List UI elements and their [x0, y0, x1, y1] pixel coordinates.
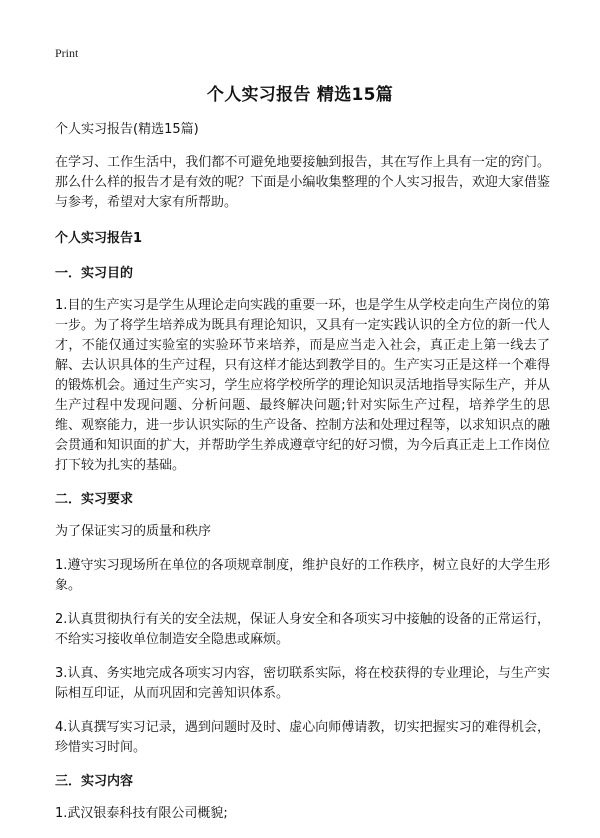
- requirements-lead: 为了保证实习的质量和秩序: [55, 524, 212, 539]
- content-item: 1.武汉银泰科技有限公司概貌;: [55, 806, 228, 821]
- requirement-item: 3.认真、务实地完成各项实习内容，密切联系实际，将在校获得的专业理论，与生产实际相互印证，从而巩固和完善知识体系。: [55, 666, 550, 701]
- document-subtitle: 个人实习报告(精选15篇): [55, 122, 199, 137]
- report-heading: 个人实习报告1: [55, 231, 143, 246]
- page-title: 个人实习报告 精选15篇: [206, 85, 394, 105]
- section-heading-purpose: 一．实习目的: [55, 266, 134, 281]
- print-link[interactable]: Print: [55, 46, 79, 60]
- document-body: [55, 120, 550, 838]
- requirement-item: 4.认真撰写实习记录，遇到问题时及时、虚心向师傅请教，切实把握实习的难得机会，珍惜实习时间。: [55, 720, 550, 755]
- section-heading-requirements: 二．实习要求: [55, 492, 134, 507]
- requirement-item: 1.遵守实习现场所在单位的各项规章制度，维护良好的工作秩序，树立良好的大学生形象。: [55, 558, 550, 593]
- section-heading-content: 三．实习内容: [55, 774, 134, 789]
- purpose-paragraph: 1.目的生产实习是学生从理论走向实践的重要一环，也是学生从学校走向生产岗位的第一步。为了将学生培养成为既具有理论知识，又具有一定实践认识的全方位的新一代人才，不能仅通过实验室的实验环节来培养，而是应当走入社会，真正走上第一线去了解、去认识具体的生产过程，只有这样才能达到教学目的。生产实习正是这样一个难得的锻炼机会。通过生产实习，学生应将学校所学的理论知识灵活地指导实际生产，并从生产过程中发现问题、分析问题、最终解决问题;针对实际生产过程，培养学生的思维、观察能力，进一步认识实际的生产设备、控制方法和处理过程等，以求知识点的融会贯通和知识面的扩大，并帮助学生养成遵章守纪的好习惯，为今后真正走上工作岗位打下较为扎实的基础。: [55, 298, 550, 473]
- intro-paragraph: 在学习、工作生活中，我们都不可避免地要接触到报告，其在写作上具有一定的窍门。那么什么样的报告才是有效的呢？下面是小编收集整理的个人实习报告，欢迎大家借鉴与参考，希望对大家有所帮助。: [55, 155, 550, 210]
- requirement-item: 2.认真贯彻执行有关的安全法规，保证人身安全和各项实习中接触的设备的正常运行，不给实习接收单位制造安全隐患或麻烦。: [55, 612, 550, 647]
